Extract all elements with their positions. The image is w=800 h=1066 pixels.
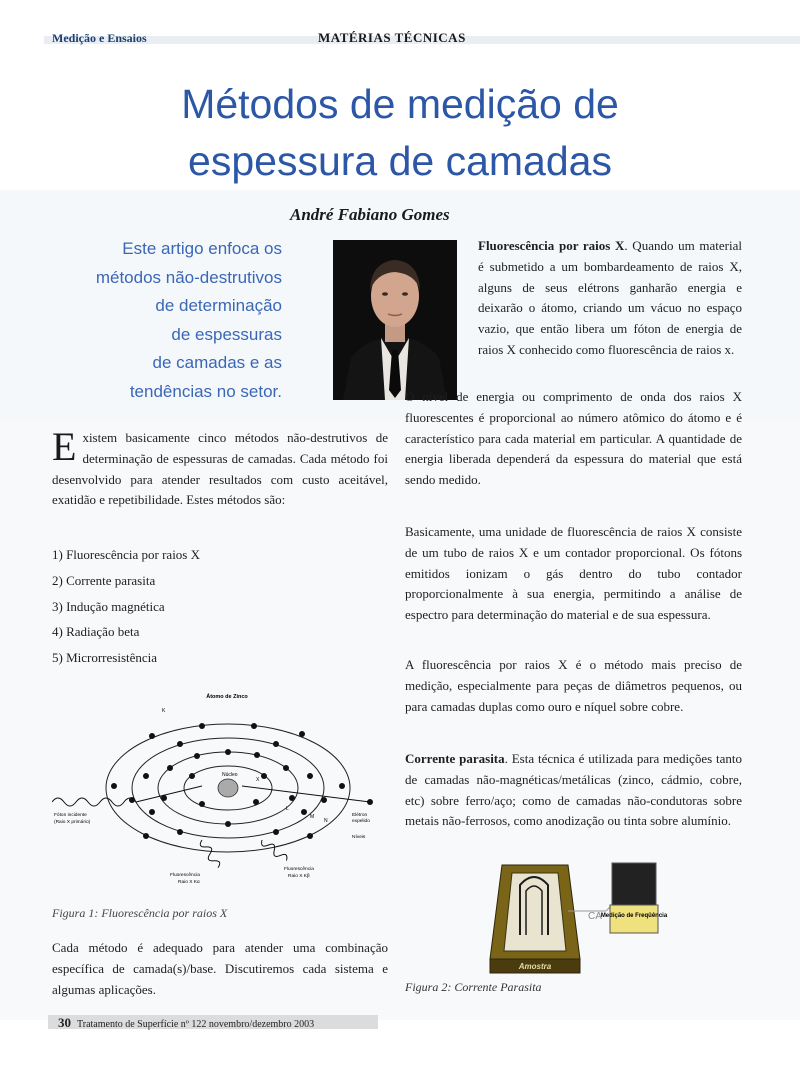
fluorescence-alpha-wave — [199, 838, 222, 870]
paragraph-intro — [52, 424, 388, 511]
list-item: 2) Corrente parasita — [52, 572, 156, 588]
list-item: 4) Radiação beta — [52, 624, 140, 640]
paragraph-basicamente: Basicamente, uma unidade de fluorescência de raios X consiste de um tubo de raios X e um contador proporcional. Os fótons emitidos ionizam o gás dentro do tubo contador proporcionalmente à sua energia, permitindo a análise de espectro para determinação do material e de sua espessura. — [405, 524, 742, 623]
fluor-beta-label: Fluorescência — [284, 867, 314, 872]
fluor-alpha-label: Fluorescência — [170, 873, 200, 878]
shell-label-k-top: K — [162, 708, 166, 714]
frequency-meter-body — [610, 905, 658, 933]
intro-text: xistem basicamente cinco métodos não-destrutivos de determinação de espessuras de camadas. Cada método foi desenvolvido para atender resultados com custo aceitável, exatidão e repetibilidade. Estes métodos são: — [52, 430, 388, 508]
levels-label: Níveis — [352, 835, 366, 840]
fluor-beta-sub: Raio X Kβ — [288, 874, 310, 879]
atom-diagram-svg — [52, 690, 382, 890]
footer-publication: Tratamento de Superfície nº 122 novembro/dezembro 2003 — [77, 1019, 315, 1030]
drop-cap: E — [52, 424, 77, 469]
footer — [58, 1015, 314, 1031]
frequency-meter-label-text: Medição de Freqüência — [600, 913, 668, 919]
lead-line: tendências no setor. — [129, 381, 282, 401]
eddy-current-svg — [488, 855, 668, 975]
title-line-2: espessura de camadas — [188, 138, 612, 184]
figure-1-atom-diagram — [52, 690, 382, 890]
lead-line: métodos não-destrutivos — [95, 267, 282, 287]
fluorescence-beta-wave — [259, 837, 289, 864]
fluor-alpha-sub: Raio X Kα — [178, 880, 200, 885]
figure-2-caption: Figura 2: Corrente Parasita — [405, 980, 542, 994]
section-label: Medição e Ensaios — [52, 31, 147, 45]
incident-photon-sub: (Raio X primário) — [54, 820, 91, 825]
list-item: 3) Indução magnética — [52, 598, 165, 614]
nucleus-label: Núcleo — [222, 772, 238, 778]
heading-fluorescencia: Fluorescência por raios X — [478, 238, 625, 253]
incident-photon-wave — [52, 798, 136, 806]
incident-photon-label: Fóton incidente — [54, 813, 87, 818]
lead-paragraph — [60, 235, 282, 406]
shell-label-m: M — [310, 814, 315, 820]
shell-label-l: L — [286, 806, 289, 812]
title-line-1: Métodos de medição de — [181, 81, 619, 127]
shell-label-x: X — [256, 777, 260, 783]
incident-photon-path — [136, 786, 202, 802]
figure-1-caption: Figura 1: Fluorescência por raios X — [52, 906, 228, 920]
list-item: 5) Microrresistência — [52, 650, 158, 666]
shell-label-n: N — [324, 818, 328, 824]
sample-label: Amostra — [518, 962, 552, 971]
article-title — [0, 76, 800, 190]
paragraph-mais-preciso: A fluorescência por raios X é o método mais preciso de medição, especialmente para peças de diâmetros pequenos, ou para camadas duplas como ouro e níquel sobre cobre. — [405, 657, 742, 714]
ejected-electron-path — [242, 786, 370, 802]
heading-corrente-parasita: Corrente parasita — [405, 751, 505, 766]
text-corrente-parasita: . Esta técnica é utilizada para medições tanto de camadas não-magnéticas/metálicas (zinco, cádmio, cobre, etc) sobre ferro/aço; como de camadas não-condutoras sobre metais não-ferrosos, como anodização ou tinta sobre alumínio. — [405, 751, 742, 829]
figure-2-eddy-current — [488, 855, 668, 975]
paragraph-energia: O nível de energia ou comprimento de onda dos raios X fluorescentes é proporcional ao número atômico do átomo e é característico para cada material em particular. A quantidade de energia liberada dependerá da espessura do material que está sendo medido. — [405, 389, 742, 488]
probe-inner — [504, 873, 566, 951]
author-name: André Fabiano Gomes — [290, 205, 450, 224]
lead-line: Este artigo enfoca os — [122, 239, 282, 258]
paragraph-cada-metodo: Cada método é adequado para atender uma combinação específica de camada(s)/base. Discutiremos cada sistema e algumas aplicações. — [52, 940, 388, 997]
ejected-electron — [367, 799, 373, 805]
lead-line: de determinação — [155, 296, 282, 315]
lead-line: de espessuras — [171, 324, 282, 344]
paragraph-fluorescencia — [478, 236, 742, 361]
nucleus — [218, 779, 238, 797]
page-number: 30 — [58, 1015, 71, 1030]
paragraph-corrente-parasita — [405, 749, 742, 832]
frequency-meter-label — [601, 913, 668, 919]
frequency-meter-screen — [612, 863, 656, 905]
ejected-electron-label: Elétron — [352, 813, 368, 818]
atom-title: Átomo de Zinco — [206, 694, 248, 700]
category-label: MATÉRIAS TÉCNICAS — [318, 30, 466, 45]
list-item: 1) Fluorescência por raios X — [52, 547, 201, 562]
text-fluorescencia: . Quando um material é submetido a um bombardeamento de raios X, alguns de seus elétrons ganharão energia e deixarão o átomo, criando um vácuo no espaço vazio, que então libera um fóton de energia de raios X conhecido como fluorescência de raios x. — [478, 238, 742, 357]
lead-line: de camadas e as — [152, 353, 282, 372]
ca-label: CA — [588, 911, 602, 922]
methods-list — [52, 545, 352, 674]
author-photo — [333, 240, 457, 400]
ejected-electron-sub: expelido — [352, 819, 370, 824]
author-portrait-illustration — [333, 240, 457, 400]
